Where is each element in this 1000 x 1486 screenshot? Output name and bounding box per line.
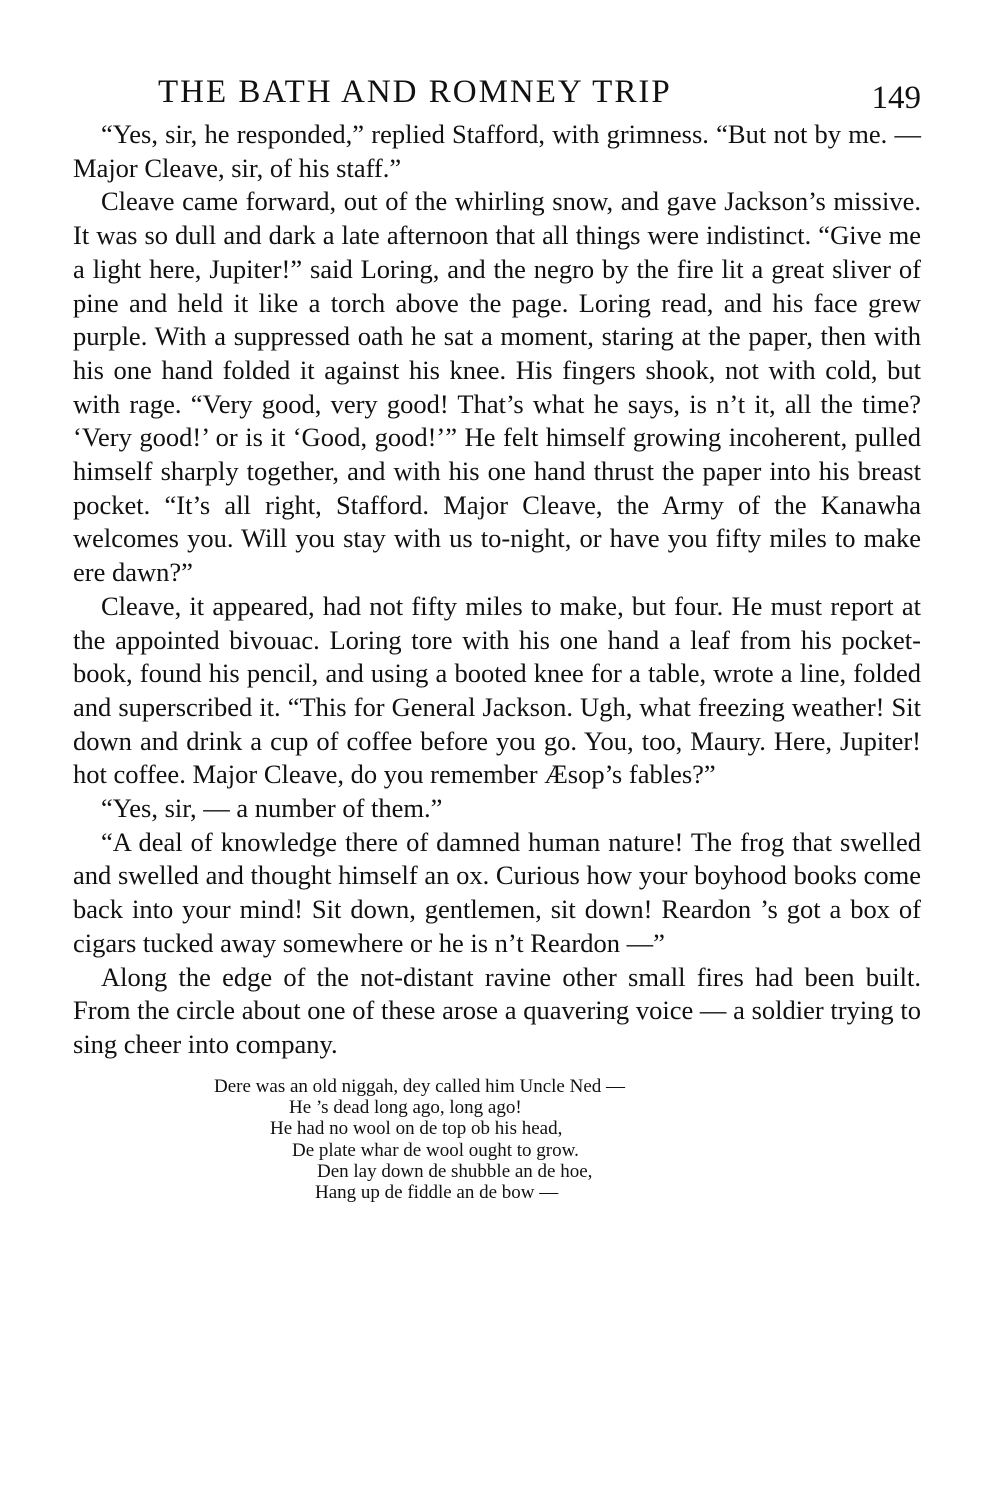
paragraph-5: “A deal of knowledge there of damned human nature! The frog that swelled and swelled and thought himself an ox. Curious how your boyhood books come back into your mind! Sit down, gentlemen, sit down! Reardon ’s got a box of cigars tucked away somewhere or he is n’t Reardon —”: [73, 826, 921, 958]
verse-line-1: Dere was an old niggah, dey called him Uncle Ned —: [214, 1075, 626, 1097]
running-title: THE BATH AND ROMNEY TRIP: [158, 74, 672, 110]
running-head: [73, 70, 921, 114]
body-text: [73, 118, 921, 1062]
paragraph-2: Cleave came forward, out of the whirling snow, and gave Jackson’s missive. It was so dull and dark a late afternoon that all things were indistinct. “Give me a light here, Jupiter!” said Loring, and the negro by the fire lit a great sliver of pine and held it like a torch above the page. Loring read, and his face grew purple. With a suppressed oath he sat a moment, staring at the paper, then with his one hand folded it against his knee. His fingers shook, not with cold, but with rage. “Very good, very good! That’s what he says, is n’t it, all the time? ‘Very good!’ or is it ‘Good, good!’” He felt himself growing incoherent, pulled himself sharply together, and with his one hand thrust the paper into his breast pocket. “It’s all right, Stafford. Major Cleave, the Army of the Kanawha welcomes you. Will you stay with us to-night, or have you fifty miles to make ere dawn?”: [73, 186, 921, 588]
song-verse: [214, 1076, 921, 1204]
verse-line-6: Hang up de fiddle an de bow —: [315, 1182, 559, 1204]
verse-line-5: Den lay down de shubble an de hoe,: [317, 1160, 593, 1182]
verse-line-2: He ’s dead long ago, long ago!: [289, 1096, 522, 1118]
page-number: 149: [871, 80, 921, 116]
paragraph-6: Along the edge of the not-distant ravine other small fires had been built. From the circle about one of these arose a quavering voice — a soldier trying to sing cheer into company.: [73, 961, 921, 1059]
verse-line-4: De plate whar de wool ought to grow.: [292, 1139, 579, 1161]
paragraph-3: Cleave, it appeared, had not fifty miles to make, but four. He must report at the appointed bivouac. Loring tore with his one hand a leaf from his pocket-book, found his pencil, and using a booted knee for a table, wrote a line, folded and superscribed it. “This for General Jackson. Ugh, what freezing weather! Sit down and drink a cup of coffee before you go. You, too, Maury. Here, Jupiter! hot coffee. Major Cleave, do you remember Æsop’s fables?”: [73, 590, 921, 790]
paragraph-4: “Yes, sir, — a number of them.”: [101, 793, 443, 824]
book-page: [73, 70, 921, 1203]
paragraph-1: “Yes, sir, he responded,” replied Stafford, with grimness. “But not by me. — Major Cleave, sir, of his staff.”: [73, 119, 921, 183]
verse-line-3: He had no wool on de top ob his head,: [270, 1118, 563, 1140]
